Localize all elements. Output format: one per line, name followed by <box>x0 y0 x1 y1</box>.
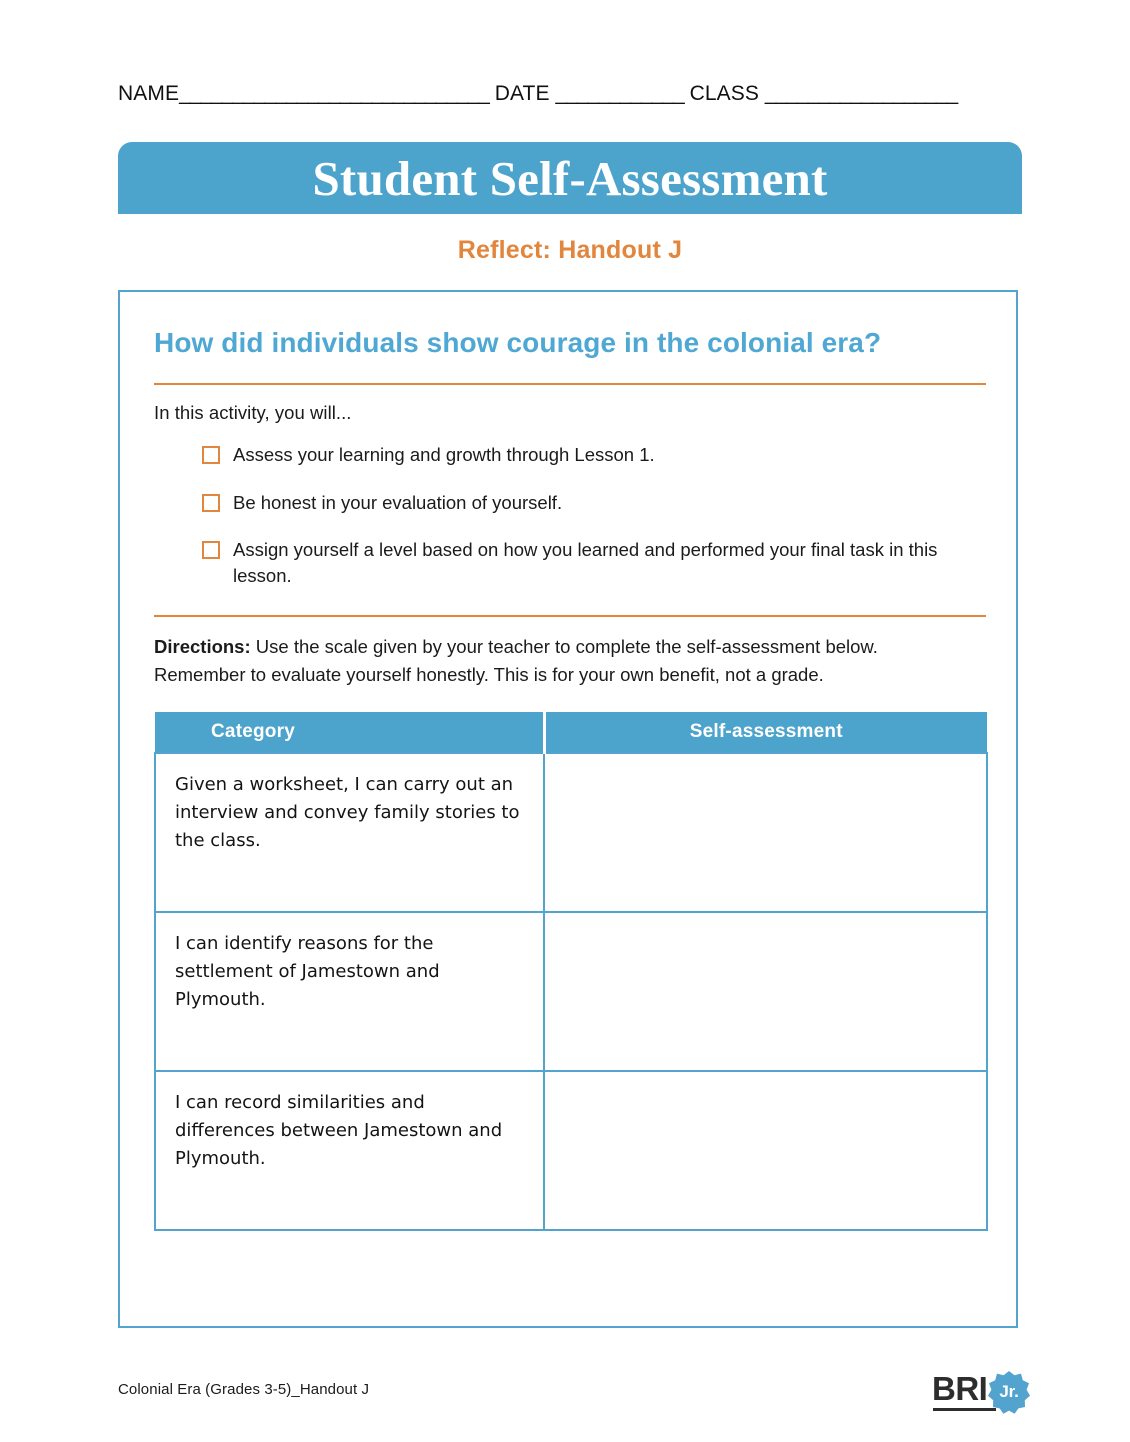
directions-text: Use the scale given by your teacher to complete the self-assessment below. Remember to evaluate yourself honestly. This is for your own benefit, not a grade. <box>154 636 878 686</box>
title-banner <box>118 142 1022 214</box>
content-inner <box>154 324 986 1231</box>
activity-checklist <box>154 424 986 589</box>
checklist-item[interactable] <box>154 442 986 468</box>
class-label: CLASS <box>689 82 759 105</box>
logo-wordmark: BRI <box>932 1370 988 1407</box>
student-info-line <box>118 82 1022 106</box>
cell-category: I can record similarities and differences between Jamestown and Plymouth. <box>155 1071 544 1230</box>
column-header-self-assessment: Self-assessment <box>544 712 987 753</box>
activity-lead-in: In this activity, you will... <box>154 402 352 424</box>
table-header-row <box>155 712 987 753</box>
checklist-item[interactable] <box>154 490 986 516</box>
checkbox-icon[interactable] <box>202 446 220 464</box>
checkbox-icon[interactable] <box>202 541 220 559</box>
checklist-item[interactable] <box>154 537 986 590</box>
name-label: NAME <box>118 82 180 105</box>
date-blank[interactable]: ____________ <box>555 82 684 105</box>
page-title: Student Self-Assessment <box>312 150 828 206</box>
class-blank[interactable]: __________________ <box>764 82 958 105</box>
directions-paragraph <box>154 617 974 689</box>
cell-category: Given a worksheet, I can carry out an interview and convey family stories to the class. <box>155 753 544 912</box>
checklist-item-label: Be honest in your evaluation of yourself. <box>233 491 563 513</box>
table-row <box>155 1071 987 1230</box>
page-subtitle: Reflect: Handout J <box>457 236 683 264</box>
cell-category: I can identify reasons for the settlement of Jamestown and Plymouth. <box>155 912 544 1071</box>
directions-label: Directions: <box>154 636 251 658</box>
self-assessment-table <box>154 712 988 1231</box>
date-label: DATE <box>494 82 550 105</box>
cell-self-assessment[interactable] <box>544 1071 987 1230</box>
checklist-item-label: Assign yourself a level based on how you learned and performed your final task in this lesson. <box>233 538 938 587</box>
footer-file-label: Colonial Era (Grades 3-5)_Handout J <box>118 1381 370 1398</box>
checklist-item-label: Assess your learning and growth through Lesson 1. <box>233 444 655 466</box>
table-row <box>155 753 987 912</box>
column-header-category: Category <box>155 712 544 753</box>
checkbox-icon[interactable] <box>202 494 220 512</box>
bri-jr-logo <box>932 1368 1032 1420</box>
cell-self-assessment[interactable] <box>544 912 987 1071</box>
name-blank[interactable]: _____________________________ <box>179 82 489 105</box>
cell-self-assessment[interactable] <box>544 753 987 912</box>
question-heading: How did individuals show courage in the colonial era? <box>154 327 882 358</box>
content-box <box>118 290 1018 1328</box>
table-row <box>155 912 987 1071</box>
logo-badge-label: Jr. <box>999 1382 1019 1401</box>
